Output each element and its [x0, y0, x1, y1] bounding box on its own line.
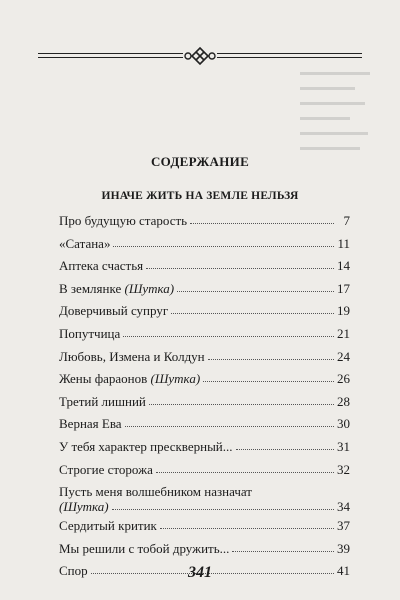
toc-entry[interactable]: [59, 462, 350, 485]
toc-entry-title: Верная Ева: [59, 416, 122, 432]
toc-entry-page: 24: [337, 348, 350, 364]
bleed-through-text: [300, 60, 370, 200]
toc-entry-page: 32: [337, 461, 350, 477]
knot-ornament-icon: [183, 46, 217, 66]
leader-dots: [149, 404, 334, 405]
toc-entry-page: 21: [337, 325, 350, 341]
toc-entry-page: 7: [343, 213, 350, 228]
toc-entry[interactable]: [59, 541, 350, 564]
toc-entry-page: 41: [337, 563, 350, 579]
toc-entry-page: 37: [337, 518, 350, 534]
toc-entry-page: 39: [337, 540, 350, 556]
toc-entry-page: 26: [337, 371, 350, 387]
leader-dots: [112, 509, 334, 510]
leader-dots: [171, 313, 334, 314]
leader-dots: [236, 449, 334, 450]
leader-dots: [208, 359, 334, 360]
leader-dots: [232, 551, 334, 552]
toc-entry-title: Доверчивый супруг: [59, 303, 169, 319]
toc-entry[interactable]: [59, 303, 350, 326]
toc-entry[interactable]: [59, 258, 350, 281]
toc-entry-title: У тебя характер прескверный...: [59, 438, 233, 454]
toc-entry[interactable]: [59, 326, 350, 349]
leader-dots: [203, 381, 334, 382]
toc-entry-page: 17: [337, 280, 350, 296]
toc-entry-title: Любовь, Измена и Колдун: [59, 348, 205, 364]
toc-entry[interactable]: [59, 281, 350, 304]
leader-dots: [156, 472, 334, 473]
toc-entry-note: (Шутка): [124, 280, 175, 296]
leader-dots: [113, 246, 334, 247]
toc-entry[interactable]: [59, 236, 350, 259]
toc-entry-note: (Шутка): [150, 371, 201, 387]
toc-entry-title: Строгие сторожа: [59, 461, 153, 477]
toc-entry[interactable]: [59, 416, 350, 439]
toc-entry-title: Сердитый критик: [59, 518, 157, 534]
leader-dots: [160, 528, 334, 529]
leader-dots: [177, 291, 334, 292]
section-title: ИНАЧЕ ЖИТЬ НА ЗЕМЛЕ НЕЛЬЗЯ: [101, 190, 299, 202]
toc-entry-page: 19: [337, 303, 350, 319]
leader-dots: [190, 223, 334, 224]
toc-entry-page: 30: [337, 416, 350, 432]
leader-dots: [125, 426, 334, 427]
toc-entry-title: Третий лишний: [59, 393, 146, 409]
toc-entry[interactable]: [59, 394, 350, 417]
page-number: 341: [188, 564, 212, 581]
toc-entry-title: «Сатана»: [59, 235, 111, 251]
toc-entry-note: (Шутка): [59, 499, 109, 515]
toc-entry-page: 14: [337, 258, 350, 274]
toc-entry[interactable]: [59, 484, 350, 518]
table-of-contents: [59, 213, 350, 586]
toc-entry[interactable]: [59, 518, 350, 541]
toc-entry[interactable]: [59, 349, 350, 372]
toc-entry[interactable]: [59, 371, 350, 394]
leader-dots: [146, 268, 334, 269]
toc-entry-title: Аптека счастья: [59, 258, 144, 274]
toc-entry-title: Пусть меня волшебником назначат: [59, 484, 252, 500]
toc-entry-title: Попутчица: [59, 325, 121, 341]
toc-entry-page: 11: [337, 235, 350, 251]
toc-entry[interactable]: [59, 213, 350, 236]
toc-entry[interactable]: [59, 439, 350, 462]
toc-entry-page: 31: [337, 438, 350, 454]
toc-entry-title: Спор: [59, 563, 88, 579]
toc-entry-page: 34: [337, 499, 350, 515]
toc-entry-title: Мы решили с тобой дружить...: [59, 540, 230, 556]
toc-entry-title: Жены фараонов (Шутка): [59, 371, 201, 387]
toc-entry-page: 28: [337, 393, 350, 409]
toc-entry-title: В землянке (Шутка): [59, 280, 175, 296]
leader-dots: [123, 336, 334, 337]
toc-entry-title: Про будущую старость: [59, 213, 188, 228]
contents-heading: СОДЕРЖАНИЕ: [150, 154, 250, 169]
